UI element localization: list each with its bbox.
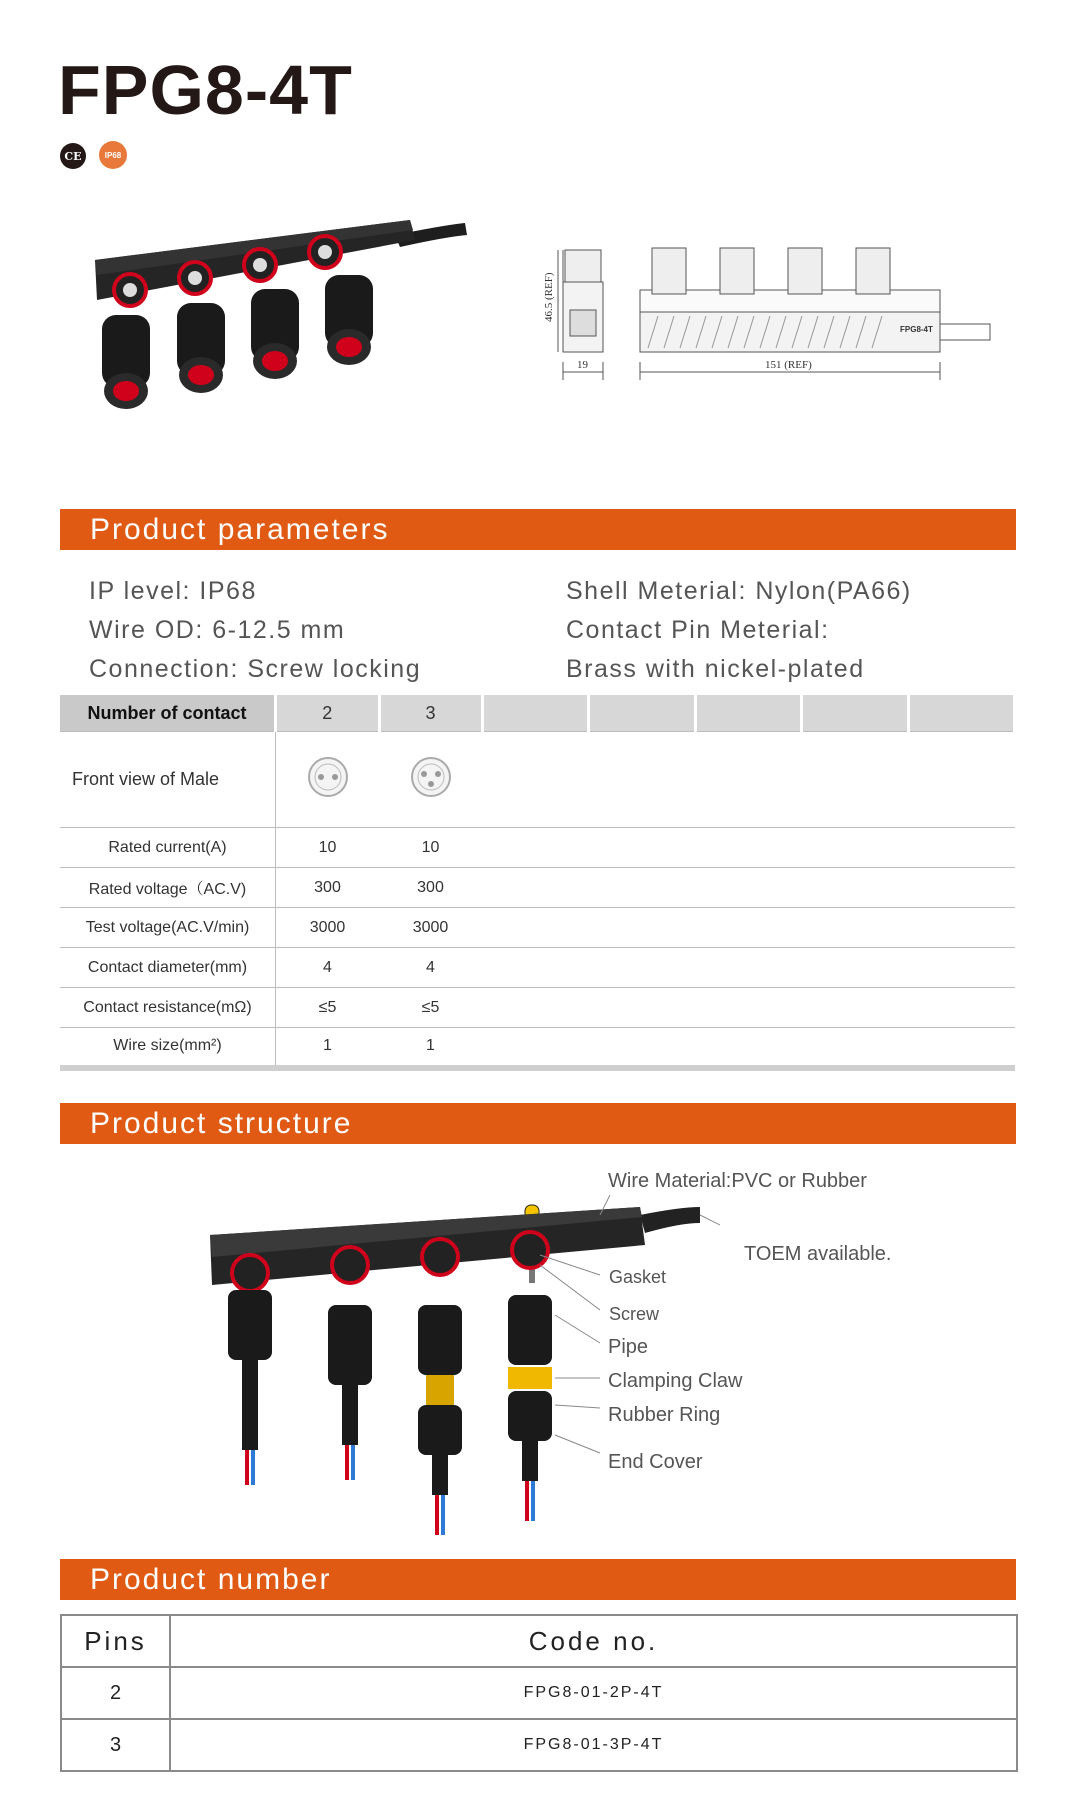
label-clamping-claw: Clamping Claw [608, 1370, 743, 1392]
width-dimension: 19 [577, 359, 588, 371]
row-label: Rated voltage（AC.V) [60, 868, 276, 908]
cell: 10 [276, 828, 380, 868]
label-gasket: Gasket [609, 1267, 667, 1287]
param-contact-pin-plating: Brass with nickel-plated [566, 655, 865, 683]
code-cell: FPG8-01-3P-4T [170, 1719, 1017, 1771]
table-row [60, 732, 1015, 828]
ip68-badge-icon: IP68 [99, 141, 127, 169]
label-end-cover: End Cover [608, 1451, 703, 1473]
header-pins: Pins [61, 1615, 170, 1667]
cell: 1 [276, 1028, 380, 1068]
header-col [589, 695, 696, 732]
param-ip-level: IP level: IP68 [89, 577, 257, 605]
cell: 3000 [276, 908, 380, 948]
pins-cell: 2 [61, 1667, 170, 1719]
table-row [60, 908, 1015, 948]
param-shell-material: Shell Meterial: Nylon(PA66) [566, 577, 912, 605]
header-col [482, 695, 589, 732]
technical-drawing [530, 240, 1030, 390]
cell: ≤5 [276, 988, 380, 1028]
header-col [908, 695, 1015, 732]
label-rubber-ring: Rubber Ring [608, 1404, 721, 1426]
section-product-parameters: Product parameters [60, 509, 1016, 550]
cell: 10 [379, 828, 482, 868]
product-photo [85, 205, 485, 425]
pins-cell: 3 [61, 1719, 170, 1771]
param-contact-pin-material: Contact Pin Meterial: [566, 616, 830, 644]
cell: 4 [379, 948, 482, 988]
param-connection: Connection: Screw locking [89, 655, 422, 683]
table-row [60, 948, 1015, 988]
row-label: Wire size(mm²) [60, 1028, 276, 1068]
header-col: 3 [379, 695, 482, 732]
row-label: Contact resistance(mΩ) [60, 988, 276, 1028]
cell: 300 [276, 868, 380, 908]
label-screw: Screw [609, 1304, 660, 1324]
table-row [60, 828, 1015, 868]
row-label: Test voltage(AC.V/min) [60, 908, 276, 948]
product-number-table [60, 1614, 1018, 1772]
spec-table [60, 695, 1016, 1071]
header-col [695, 695, 802, 732]
male-2pin-front-view-icon [306, 755, 350, 799]
product-title: FPG8-4T [58, 51, 353, 129]
header-col [802, 695, 909, 732]
section-product-number: Product number [60, 1559, 1016, 1600]
product-number-header [61, 1615, 1017, 1667]
row-label: Rated current(A) [60, 828, 276, 868]
header-code: Code no. [170, 1615, 1017, 1667]
cell: 4 [276, 948, 380, 988]
row-label: Contact diameter(mm) [60, 948, 276, 988]
label-wire-material: Wire Material:PVC or Rubber [608, 1170, 867, 1192]
code-cell: FPG8-01-2P-4T [170, 1667, 1017, 1719]
ce-mark-icon: CE [60, 143, 86, 169]
height-dimension: 46.5 (REF) [543, 272, 555, 322]
male-3pin-front-view-icon [409, 755, 453, 799]
section-product-structure: Product structure [60, 1103, 1016, 1144]
table-row [61, 1667, 1017, 1719]
cell: 3000 [379, 908, 482, 948]
cell: 1 [379, 1028, 482, 1068]
front-view-label: Front view of Male [60, 732, 276, 828]
length-dimension: 151 (REF) [765, 359, 812, 371]
table-row [60, 868, 1015, 908]
label-toem: TOEM available. [744, 1243, 892, 1265]
table-row [60, 1028, 1015, 1068]
cell: 300 [379, 868, 482, 908]
param-wire-od: Wire OD: 6-12.5 mm [89, 616, 346, 644]
header-number-of-contact: Number of contact [60, 695, 276, 732]
table-row [60, 988, 1015, 1028]
spec-table-header [60, 695, 1015, 732]
cell: ≤5 [379, 988, 482, 1028]
drawing-model-label: FPG8-4T [900, 325, 933, 334]
structure-illustration [200, 1195, 720, 1540]
label-pipe: Pipe [608, 1336, 649, 1358]
table-row [61, 1719, 1017, 1771]
header-col: 2 [276, 695, 380, 732]
